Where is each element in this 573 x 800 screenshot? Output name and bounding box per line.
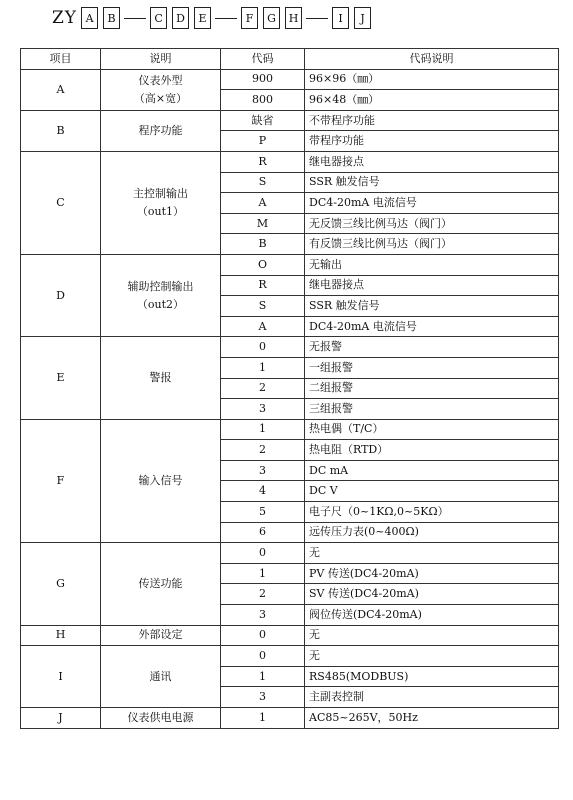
description-cell [101,151,221,254]
code-description-cell: DC4-20mA 电流信号 [305,193,559,214]
code-cell: 800 [221,90,305,111]
header-code-desc: 代码说明 [305,49,559,70]
item-cell: C [21,151,101,254]
code-description-cell: 热电偶（T/C） [305,419,559,440]
code-cell: 900 [221,69,305,90]
description-line: 传送功能 [138,576,183,590]
code-box-e: E [194,7,211,29]
code-cell: 0 [221,337,305,358]
table-row [21,151,559,172]
code-cell: M [221,213,305,234]
code-description-cell: 96×96（㎜） [305,69,559,90]
table-row [21,419,559,440]
code-description-cell: 热电阻（RTD） [305,440,559,461]
code-description-cell: SV 传送(DC4-20mA) [305,584,559,605]
description-cell [101,543,221,625]
code-description-cell: 无报警 [305,337,559,358]
code-cell: B [221,234,305,255]
code-cell: 0 [221,646,305,667]
description-line: 主控制输出 [133,186,188,200]
code-separator [124,18,146,19]
table-row [21,625,559,646]
code-cell: A [221,316,305,337]
code-description-cell: 不带程序功能 [305,110,559,131]
code-cell: A [221,193,305,214]
code-cell: 2 [221,584,305,605]
code-description-cell: 有反馈三线比例马达（阀门） [305,234,559,255]
code-cell: R [221,275,305,296]
code-description-cell: 96×48（㎜） [305,90,559,111]
table-row [21,646,559,667]
code-cell: 缺省 [221,110,305,131]
code-description-cell: 无 [305,625,559,646]
header-desc: 说明 [101,49,221,70]
code-box-g: G [263,7,280,29]
header-row [21,49,559,70]
code-cell: 3 [221,687,305,708]
description-line: 程序功能 [138,123,183,137]
code-description-cell: 继电器接点 [305,151,559,172]
code-separator [306,18,328,19]
item-cell: E [21,337,101,419]
description-line: 警报 [149,371,172,384]
code-description-cell: 无输出 [305,254,559,275]
description-line: 仪表供电电源 [127,710,194,724]
description-line: （out1） [136,204,185,218]
code-description-cell: 主副表控制 [305,687,559,708]
code-box-h: H [285,7,302,29]
item-cell: H [21,625,101,646]
model-spec-table [20,48,559,729]
code-description-cell: 二组报警 [305,378,559,399]
code-cell: 2 [221,378,305,399]
code-description-cell: 一组报警 [305,357,559,378]
item-cell: I [21,646,101,708]
table-row [21,69,559,90]
code-cell: 1 [221,563,305,584]
description-cell [101,708,221,729]
code-cell: S [221,172,305,193]
code-cell: 2 [221,440,305,461]
code-cell: S [221,296,305,317]
table-row [21,708,559,729]
code-box-f: F [241,7,258,29]
code-cell: 5 [221,502,305,523]
model-code-prefix: ZY [52,8,78,28]
code-cell: 3 [221,460,305,481]
code-description-cell: AC85~265V，50Hz [305,708,559,729]
description-cell [101,110,221,151]
description-line: 通讯 [149,669,172,683]
code-box-j: J [354,7,371,29]
code-description-cell: 无 [305,646,559,667]
code-description-cell: 阀位传送(DC4-20mA) [305,605,559,626]
description-line: 仪表外型 [138,73,183,87]
item-cell: D [21,254,101,336]
code-cell: 0 [221,543,305,564]
description-line: 输入信号 [138,473,183,487]
header-code: 代码 [221,49,305,70]
description-line: （高×宽） [133,91,188,105]
code-description-cell: 电子尺（0~1KΩ,0~5KΩ） [305,502,559,523]
code-description-cell: RS485(MODBUS) [305,666,559,687]
code-description-cell: 三组报警 [305,399,559,420]
description-line: （out2） [136,297,185,311]
description-line: 辅助控制输出 [127,279,194,293]
code-description-cell: 带程序功能 [305,131,559,152]
code-description-cell: 无反馈三线比例马达（阀门） [305,213,559,234]
code-description-cell: 远传压力表(0~400Ω) [305,522,559,543]
code-description-cell: 继电器接点 [305,275,559,296]
description-cell [101,419,221,543]
item-cell: A [21,69,101,110]
table-header [21,49,559,70]
code-cell: 4 [221,481,305,502]
code-cell: 1 [221,357,305,378]
code-description-cell: DC V [305,481,559,502]
code-box-d: D [172,7,189,29]
code-description-cell: SSR 触发信号 [305,172,559,193]
code-cell: 3 [221,399,305,420]
code-cell: 1 [221,666,305,687]
code-cell: P [221,131,305,152]
description-cell [101,254,221,336]
description-cell [101,625,221,646]
description-cell [101,69,221,110]
description-cell [101,337,221,419]
item-cell: J [21,708,101,729]
code-cell: O [221,254,305,275]
code-cell: 3 [221,605,305,626]
code-cell: 1 [221,708,305,729]
code-cell: 6 [221,522,305,543]
code-box-i: I [332,7,349,29]
code-description-cell: SSR 触发信号 [305,296,559,317]
header-item: 项目 [21,49,101,70]
code-box-b: B [103,7,120,29]
code-separator [215,18,237,19]
code-cell: 1 [221,419,305,440]
code-cell: 0 [221,625,305,646]
code-box-c: C [150,7,167,29]
table-body [21,69,559,728]
code-description-cell: DC mA [305,460,559,481]
description-line: 外部设定 [138,628,183,642]
code-box-a: A [81,7,98,29]
code-cell: R [221,151,305,172]
item-cell: F [21,419,101,543]
model-code-line [52,6,376,30]
item-cell: B [21,110,101,151]
code-description-cell: PV 传送(DC4-20mA) [305,563,559,584]
table-row [21,110,559,131]
table-row [21,254,559,275]
item-cell: G [21,543,101,625]
code-description-cell: DC4-20mA 电流信号 [305,316,559,337]
code-description-cell: 无 [305,543,559,564]
table-row [21,543,559,564]
description-cell [101,646,221,708]
table-row [21,337,559,358]
